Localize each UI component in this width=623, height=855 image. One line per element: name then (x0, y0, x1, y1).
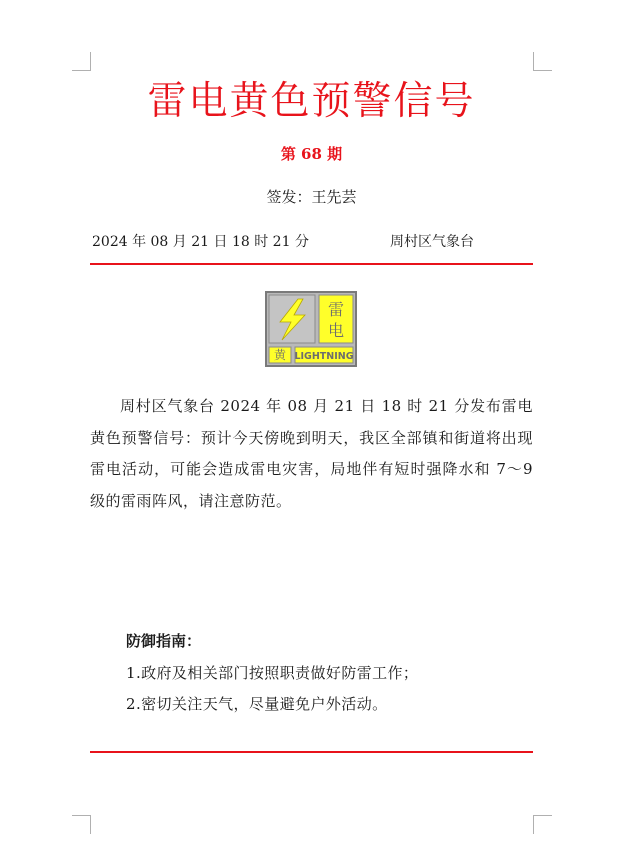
sign-english-label: LIGHTNING (294, 351, 354, 362)
warning-sign-graphic (267, 293, 355, 365)
issuing-office: 周村区气象台 (390, 234, 474, 250)
header-divider (90, 263, 533, 265)
sign-char-mid: 电 (327, 321, 345, 340)
warning-body-paragraph: 周村区气象台 2024 年 08 月 21 日 18 时 21 分发布雷电黄色预警信号：预计今天傍晚到明天，我区全部镇和街道将出现雷电活动，可能会造成雷电灾害，局地伴有短时强降水和 7～9 级的雷雨阵风，请注意防范。 (90, 397, 533, 510)
issue-datetime: 2024 年 08 月 21 日 18 时 21 分 (92, 234, 309, 250)
warning-sign-icon (265, 291, 357, 367)
issue-number: 第 68 期 (280, 145, 343, 163)
footer-divider (90, 751, 533, 753)
page-corner-mark-bottom-left (72, 815, 91, 834)
page-corner-mark-top-right (533, 52, 552, 71)
sign-char-top: 雷 (327, 300, 345, 319)
page-corner-mark-bottom-right (533, 815, 552, 834)
page-corner-mark-top-left (72, 52, 91, 71)
document-title: 雷电黄色预警信号 (147, 79, 476, 124)
issuer-line: 签发：王先芸 (266, 188, 357, 206)
sign-level-char: 黄 (273, 348, 287, 362)
defense-guide-title: 防御指南： (126, 632, 202, 650)
defense-guide-item: 2.密切关注天气，尽量避免户外活动。 (126, 695, 388, 713)
defense-guide-item: 1.政府及相关部门按照职责做好防雷工作； (126, 664, 419, 682)
